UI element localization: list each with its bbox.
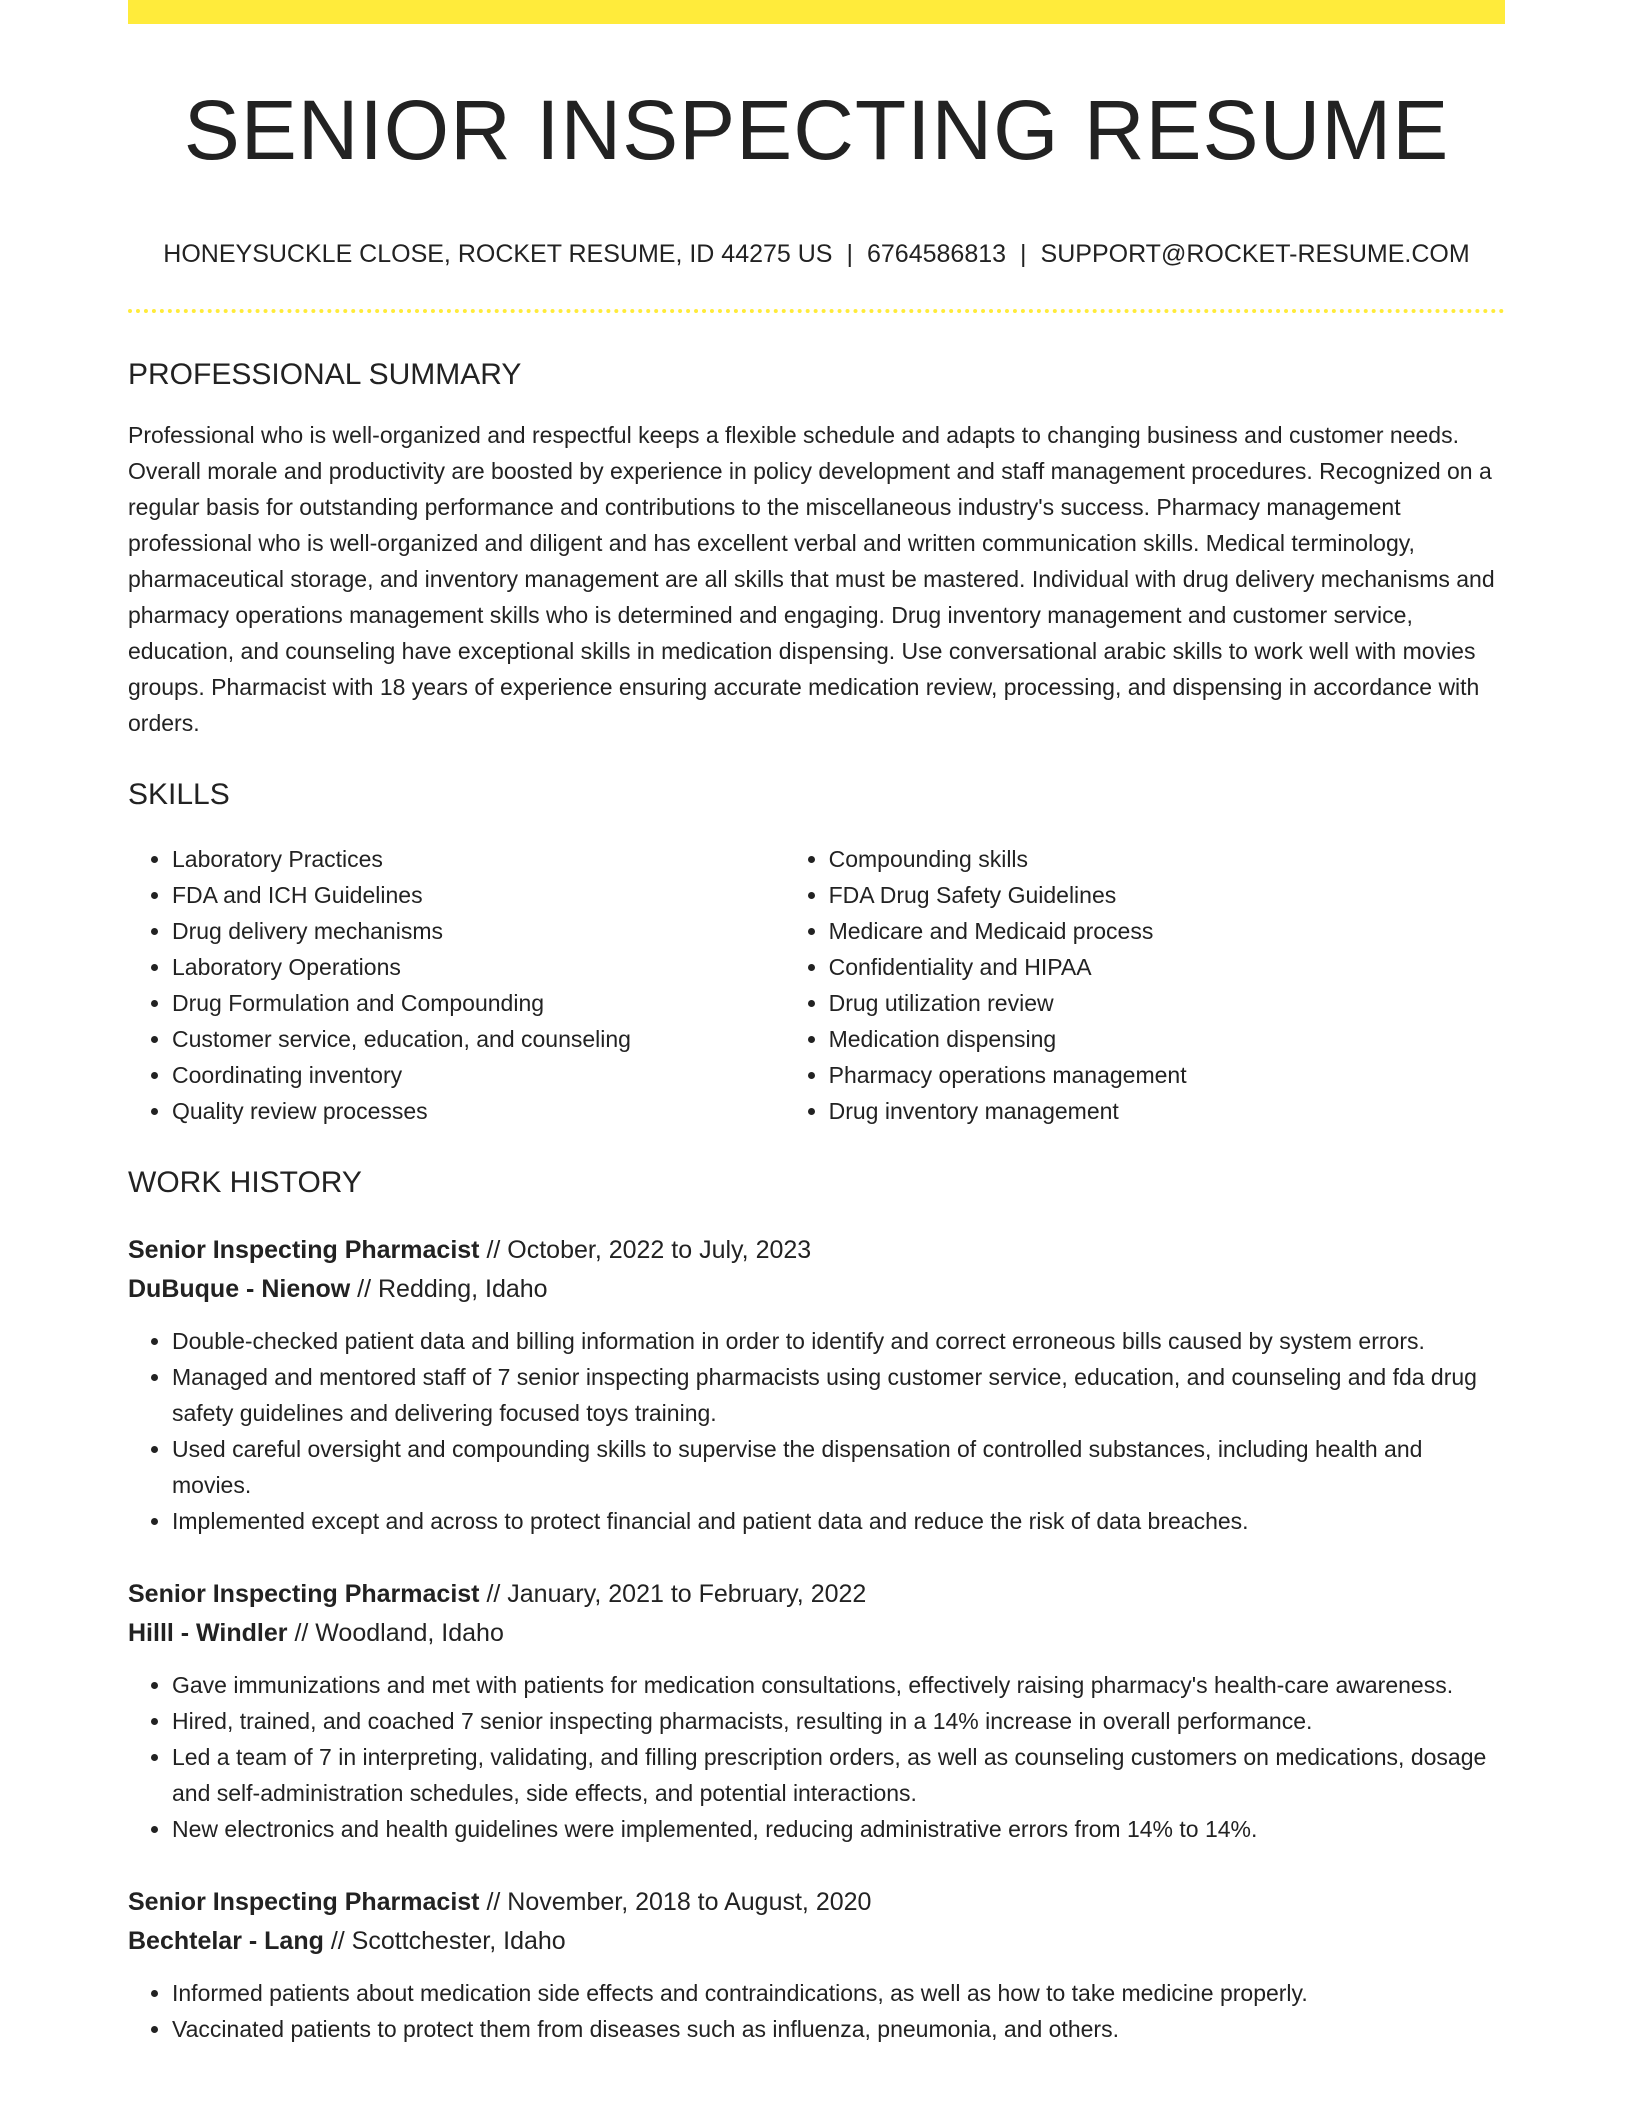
job-company-line: [128, 1270, 1505, 1309]
job-role: Senior Inspecting Pharmacist: [128, 1579, 480, 1608]
dotted-divider: [128, 309, 1505, 313]
skill-item: • Medication dispensing: [829, 1021, 1505, 1057]
job-title-line: [128, 1575, 1505, 1614]
skill-item: • Customer service, education, and counseling: [172, 1021, 785, 1057]
skills-column-left: [128, 841, 785, 1129]
job-bullet: • Informed patients about medication side effects and contraindications, as well as how to take medicine properly.: [172, 1975, 1505, 2011]
job-location: // Scottchester, Idaho: [323, 1926, 566, 1955]
contact-address: HONEYSUCKLE CLOSE, ROCKET RESUME, ID 44275 US: [163, 239, 833, 268]
skill-item: • Coordinating inventory: [172, 1057, 785, 1093]
job-bullet: • Gave immunizations and met with patients for medication consultations, effectively raising pharmacy's health-care awareness.: [172, 1667, 1505, 1703]
skills-heading: SKILLS: [128, 777, 230, 811]
job-entry: [128, 1883, 1505, 2047]
job-entry: [128, 1231, 1505, 1539]
contact-phone: 6764586813: [867, 239, 1007, 268]
job-dates: // October, 2022 to July, 2023: [479, 1235, 812, 1264]
skill-item: • Drug utilization review: [829, 985, 1505, 1021]
job-bullet: • Managed and mentored staff of 7 senior inspecting pharmacists using customer service, education, and counseling and fda drug safety guidelines and delivering focused toys training.: [172, 1359, 1505, 1431]
resume-title: SENIOR INSPECTING RESUME: [183, 83, 1450, 177]
job-dates: // January, 2021 to February, 2022: [479, 1579, 867, 1608]
accent-bar: [128, 0, 1505, 24]
contact-separator: |: [846, 239, 853, 268]
skill-item: • Laboratory Practices: [172, 841, 785, 877]
job-company-line: [128, 1922, 1505, 1961]
skill-item: • Quality review processes: [172, 1093, 785, 1129]
job-bullet: • Hired, trained, and coached 7 senior inspecting pharmacists, resulting in a 14% increase in overall performance.: [172, 1703, 1505, 1739]
job-company-line: [128, 1614, 1505, 1653]
contact-email: SUPPORT@ROCKET-RESUME.COM: [1040, 239, 1470, 268]
resume-page: [128, 0, 1505, 2047]
skills-column-right: [785, 841, 1505, 1129]
job-role: Senior Inspecting Pharmacist: [128, 1235, 480, 1264]
skill-item: • Drug Formulation and Compounding: [172, 985, 785, 1021]
job-bullet: • Led a team of 7 in interpreting, validating, and filling prescription orders, as well as counseling customers on medications, dosage and self-administration schedules, side effects, and potential interactions.: [172, 1739, 1505, 1811]
job-entry: [128, 1575, 1505, 1847]
job-role: Senior Inspecting Pharmacist: [128, 1887, 480, 1916]
summary-heading: PROFESSIONAL SUMMARY: [128, 357, 522, 391]
job-company: Bechtelar - Lang: [128, 1926, 324, 1955]
skill-item: • Compounding skills: [829, 841, 1505, 877]
job-bullets: [128, 1667, 1505, 1847]
skills-list: [128, 841, 1505, 1129]
skill-item: • Medicare and Medicaid process: [829, 913, 1505, 949]
job-location: // Redding, Idaho: [350, 1274, 548, 1303]
job-bullet: • Implemented except and across to protect financial and patient data and reduce the risk of data breaches.: [172, 1503, 1505, 1539]
job-bullet: • New electronics and health guidelines were implemented, reducing administrative errors from 14% to 14%.: [172, 1811, 1505, 1847]
skill-item: • FDA Drug Safety Guidelines: [829, 877, 1505, 913]
skill-item: • Laboratory Operations: [172, 949, 785, 985]
summary-text: Professional who is well-organized and respectful keeps a flexible schedule and adapts to changing business and customer needs. Overall morale and productivity are boosted by experience in policy development and staff management procedures. Recognized on a regular basis for outstanding performance and contributions to the miscellaneous industry's success. Pharmacy management professional who is well-organized and diligent and has excellent verbal and written communication skills. Medical terminology, pharmaceutical storage, and inventory management are all skills that must be mastered. Individual with drug delivery mechanisms and pharmacy operations management skills who is determined and engaging. Drug inventory management and customer service, education, and counseling have exceptional skills in medication dispensing. Use conversational arabic skills to work well with movies groups. Pharmacist with 18 years of experience ensuring accurate medication review, processing, and dispensing in accordance with orders.: [128, 421, 1495, 736]
job-dates: // November, 2018 to August, 2020: [479, 1887, 872, 1916]
contact-line: [128, 239, 1505, 269]
job-company: Hilll - Windler: [128, 1618, 288, 1647]
skill-item: • FDA and ICH Guidelines: [172, 877, 785, 913]
skill-item: • Confidentiality and HIPAA: [829, 949, 1505, 985]
job-bullets: [128, 1975, 1505, 2047]
job-bullet: • Double-checked patient data and billing information in order to identify and correct erroneous bills caused by system errors.: [172, 1323, 1505, 1359]
contact-separator: |: [1020, 239, 1027, 268]
job-bullet: • Used careful oversight and compounding skills to supervise the dispensation of controlled substances, including health and movies.: [172, 1431, 1505, 1503]
skill-item: • Drug inventory management: [829, 1093, 1505, 1129]
skill-item: • Drug delivery mechanisms: [172, 913, 785, 949]
job-company: DuBuque - Nienow: [128, 1274, 351, 1303]
job-bullets: [128, 1323, 1505, 1539]
job-title-line: [128, 1883, 1505, 1922]
skill-item: • Pharmacy operations management: [829, 1057, 1505, 1093]
job-title-line: [128, 1231, 1505, 1270]
job-location: // Woodland, Idaho: [287, 1618, 504, 1647]
job-bullet: • Vaccinated patients to protect them from diseases such as influenza, pneumonia, and others.: [172, 2011, 1505, 2047]
work-history-heading: WORK HISTORY: [128, 1165, 362, 1199]
